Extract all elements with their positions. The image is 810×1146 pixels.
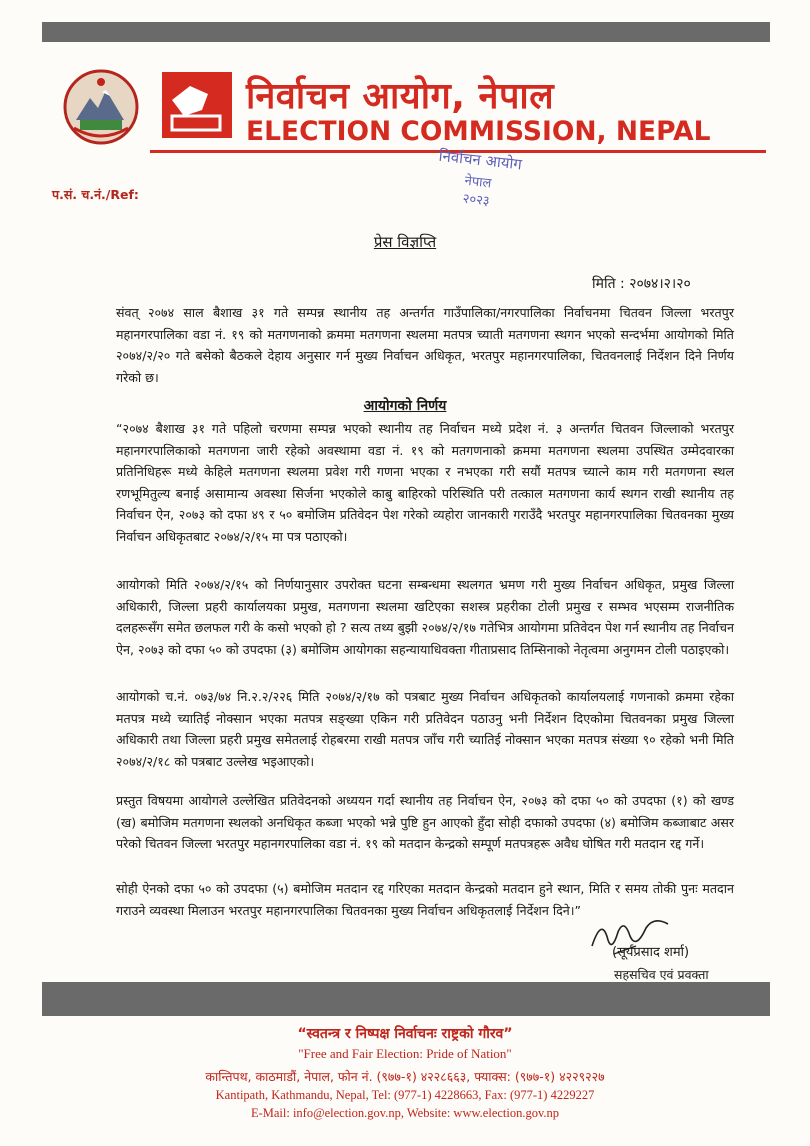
address-nepali: कान्तिपथ, काठमाडौं, नेपाल, फोन नं. (९७७-१) ४२२८६६३, फ्याक्स: (९७७-१) ४२२९२२७ — [205, 1069, 605, 1084]
ballot-logo-icon — [162, 72, 232, 138]
signer-name: (सूर्यप्रसाद शर्मा) — [612, 945, 690, 960]
footer-bar — [42, 982, 770, 1016]
header-bar — [42, 22, 770, 42]
org-name-nepali: निर्वाचन आयोग, नेपाल — [246, 76, 555, 117]
stamp-line-1: निर्वाचन आयोग — [437, 146, 523, 174]
national-emblem-icon — [62, 68, 140, 146]
motto-english: "Free and Fair Election: Pride of Nation" — [298, 1046, 512, 1061]
body-paragraph-1: “२०७४ बैशाख ३१ गते पहिलो चरणमा सम्पन्न भएको स्थानीय तह निर्वाचन मध्ये प्रदेश नं. ३ अन्तर्गत चितवन जिल्लाको भरतपुर महानगरपालिकाको मतगणना जारी रहेको अवस्थामा वडा नं. १९ को मतगणनाको क्रममा मतगणना स्थलमा उपस्थित उम्मेदवारका प्रतिनिधिहरू मध्ये केहिले मतगणना स्थलमा प्रवेश गरी गणना भएका र नभएका गरी सयौं मतपत्र च्यात्ने काम गरी मतगणना स्थल रणभूमितुल्य बनाई असामान्य अवस्था सिर्जना भएकोले काबु बाहिरको परिस्थिति परी तत्काल मतगणना कार्य स्थगन राखी स्थानीय तह निर्वाचन ऐन, २०७३ को दफा ४९ र ५० बमोजिम प्रतिवेदन पेश गरेको व्यहोरा जानकारी गराउँदै भरतपुर महानगरपालिका चितवनका मुख्य निर्वाचन अधिकृतबाट २०७४/२/१५ मा पत्र पठाएको। — [116, 421, 734, 544]
intro-paragraph: संवत् २०७४ साल बैशाख ३१ गते सम्पन्न स्थानीय तह अन्तर्गत गाउँपालिका/नगरपालिका निर्वाचनमा चितवन जिल्ला भरतपुर महानगरपालिका वडा नं. १९ को मतगणनाको क्रममा मतगणना स्थलमा मतपत्र च्याती मतगणना स्थगन भएको सन्दर्भमा आयोगको मिति २०७४/२/२० गते बसेको बैठकले देहाय अनुसार गर्न मुख्य निर्वाचन अधिकृत, भरतपुर महानगरपालिका, चितवनलाई निर्देशन दिने निर्णय गरेको छ। — [116, 305, 734, 385]
reference-label: प.सं. च.नं./Ref: — [52, 187, 139, 202]
body-paragraph-4: प्रस्तुत विषयमा आयोगले उल्लेखित प्रतिवेदनको अध्ययन गर्दा स्थानीय तह निर्वाचन ऐन, २०७३ को दफा ५० को उपदफा (१) को खण्ड (ख) बमोजिम मतगणना स्थलको अनधिकृत कब्जा भएको भन्ने पुष्टि हुन आएको हुँदा सोही दफाको उपदफा (४) बमोजिम कब्जाबाट असर परेको चितवन जिल्ला भरतपुर महानगरपालिका वडा नं. १९ को मतदान केन्द्रको सम्पूर्ण मतपत्रहरू अवैध घोषित गरी मतदान रद्द गर्ने। — [116, 793, 734, 851]
signer-title: सहसचिव एवं प्रवक्ता — [614, 967, 709, 982]
stamp-line-2: नेपाल — [463, 173, 493, 192]
body-paragraph-3: आयोगको च.नं. ०७३/७४ नि.२.२/२२६ मिति २०७४/२/१७ को पत्रबाट मुख्य निर्वाचन अधिकृतको कार्यालयलाई गणनाको क्रममा रहेका मतपत्र मध्ये च्यातिई नोक्सान भएका मतपत्र सङ्ख्या एकिन गरी प्रतिवेदन पठाउनु भनी निर्देशन दिएकोमा चितवनका प्रमुख जिल्ला अधिकारी तथा जिल्ला प्रहरी प्रमुख समेतलाई रोहबरमा राखी मतपत्र जाँच गरी च्यातिई नोक्सान भएका मतपत्र संख्या ९० रहेको भनी मिति २०७४/२/१८ को पत्रबाट उल्लेख भइआएको। — [116, 689, 734, 769]
org-name-english: ELECTION COMMISSION, NEPAL — [246, 116, 711, 147]
body-paragraph-5: सोही ऐनको दफा ५० को उपदफा (५) बमोजिम मतदान रद्द गरिएका मतदान केन्द्रको मतदान हुने स्थान, मिति र समय तोकी पुनः मतदान गराउने व्यवस्था मिलाउन भरतपुर महानगरपालिका चितवनका मुख्य निर्वाचन अधिकृतलाई निर्देशन दिने।” — [116, 881, 734, 918]
contact-info: E-Mail: info@election.gov.np, Website: www.election.gov.np — [250, 1106, 560, 1120]
decision-heading: आयोगको निर्णय — [363, 398, 447, 414]
document-title: प्रेस विज्ञप्ति — [373, 233, 437, 251]
motto-nepali: “स्वतन्त्र र निष्पक्ष निर्वाचनः राष्ट्रको गौरव” — [297, 1026, 513, 1042]
body-paragraph-2: आयोगको मिति २०७४/२/१५ को निर्णयानुसार उपरोक्त घटना सम्बन्धमा स्थलगत भ्रमण गरी मुख्य निर्वाचन अधिकृत, प्रमुख जिल्ला अधिकारी, जिल्ला प्रहरी कार्यालयका प्रमुख, मतगणना स्थलमा खटिएका सशस्त्र प्रहरीका टोली प्रमुख र सम्भव भएसम्म राजनीतिक दलहरूसँग समेत छलफल गरी के कसो भएको हो ? सत्य तथ्य बुझी २०७४/२/१७ गतेभित्र आयोगमा प्रतिवेदन पेश गर्न स्थानीय तह निर्वाचन ऐन, २०७३ को दफा ५० को उपदफा (३) बमोजिम आयोगका सहन्यायाधिवक्ता गीताप्रसाद तिम्सिनाको नेतृत्वमा अनुगमन टोली पठाइएको। — [116, 577, 734, 657]
stamp-line-3: २०२३ — [461, 191, 491, 210]
received-stamp — [415, 144, 541, 220]
address-english: Kantipath, Kathmandu, Nepal, Tel: (977-1) 4228663, Fax: (977-1) 4229227 — [215, 1088, 595, 1102]
document-date: मिति : २०७४।२।२० — [592, 276, 691, 292]
